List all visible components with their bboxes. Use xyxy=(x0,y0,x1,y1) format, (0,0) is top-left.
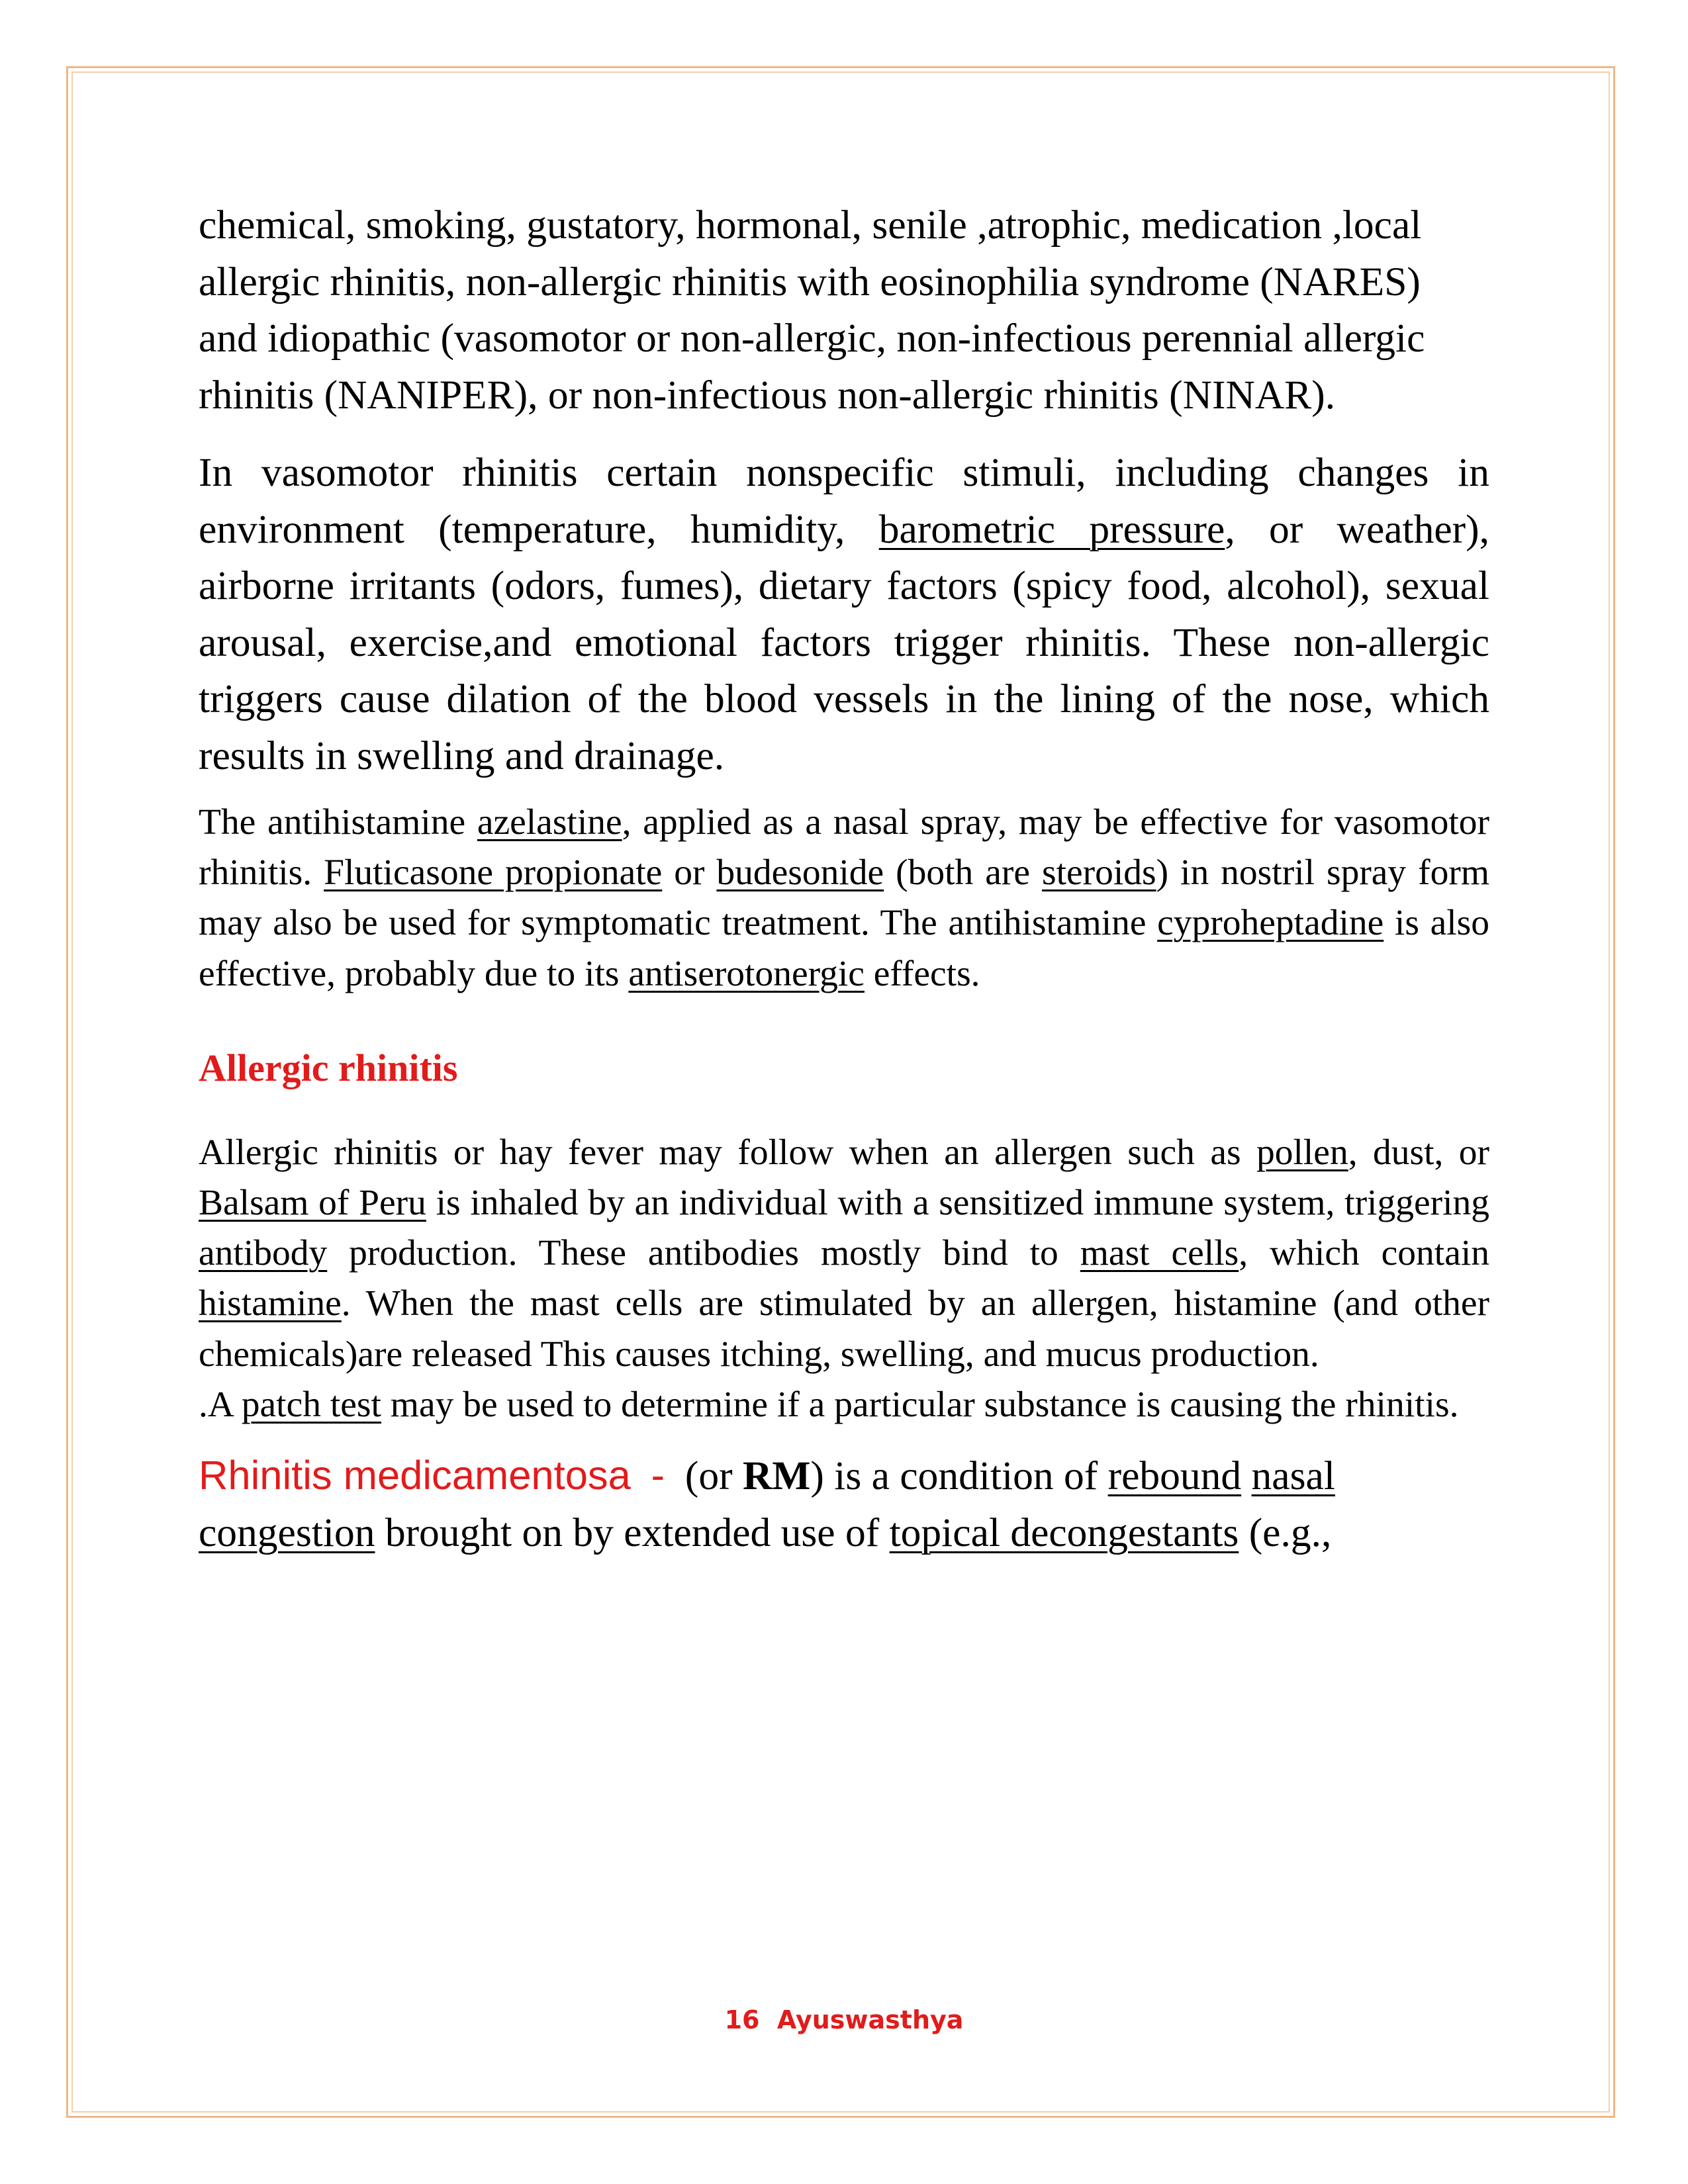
paragraph-text: Allergic rhinitis or hay fever may follow when an allergen such as xyxy=(199,1132,1256,1173)
paragraph-text: In vasomotor rhinitis certain nonspecific stimuli, including changes in environment (temperature, humidity, xyxy=(199,450,1489,552)
paragraph-vasomotor-rhinitis xyxy=(199,445,1489,784)
paragraph-text: , dust, or xyxy=(1348,1132,1489,1173)
link-nasal-congestion[interactable]: nasal congestion xyxy=(199,1453,1335,1555)
link-steroids[interactable]: steroids xyxy=(1041,852,1156,893)
paragraph-text: , applied as a nasal spray, may be effective for vasomotor rhinitis. xyxy=(199,802,1490,893)
paragraph-text: is inhaled by an individual with a sensitized immune system, triggering xyxy=(426,1183,1490,1224)
link-fluticasone-propionate[interactable]: Fluticasone propionate xyxy=(324,852,663,893)
link-topical-decongestants[interactable]: topical decongestants xyxy=(889,1510,1239,1555)
paragraph-text: or xyxy=(662,852,717,893)
link-cyproheptadine[interactable]: cyproheptadine xyxy=(1157,903,1384,944)
link-patch-test[interactable]: patch test xyxy=(241,1384,381,1425)
paragraph-text: may be used to determine if a particular substance is causing the rhinitis. xyxy=(381,1384,1459,1425)
paragraph-text: (both are xyxy=(884,852,1042,893)
paragraph-text: chemical, smoking, gustatory, hormonal, senile ,atrophic, medication ,local allergic rhinitis, non-allergic rhinitis with eosinophilia syndrome (NARES) and idiopathic (vasomotor or non-allergic, non-infectious perennial allergic rhinitis (NANIPER), or non-infectious non-allergic rhinitis (NINAR). xyxy=(199,203,1425,418)
page-number: 16 xyxy=(724,2005,760,2034)
link-histamine[interactable]: histamine xyxy=(199,1283,342,1324)
publication-name: Ayuswasthya xyxy=(776,2005,964,2034)
abbreviation-rm: RM xyxy=(742,1453,811,1499)
heading-allergic-rhinitis: Allergic rhinitis xyxy=(199,1046,458,1089)
paragraph-patch-test xyxy=(199,1380,1489,1430)
link-mast-cells[interactable]: mast cells xyxy=(1080,1233,1239,1274)
paragraph-text: , which contain xyxy=(1239,1233,1490,1274)
paragraph-text: effects. xyxy=(864,953,980,994)
paragraph-text: production. These antibodies mostly bind to xyxy=(327,1233,1080,1274)
link-rebound[interactable]: rebound xyxy=(1107,1453,1242,1499)
link-antiserotonergic[interactable]: antiserotonergic xyxy=(628,953,865,994)
paragraph-text: . When the mast cells are stimulated by an allergen, histamine (and other chemicals)are released This causes itching, swelling, and mucus production. xyxy=(199,1283,1489,1375)
link-pollen[interactable]: pollen xyxy=(1256,1132,1348,1173)
paragraph-text: .A xyxy=(199,1384,242,1425)
paragraph-text: , or weather), airborne irritants (odors, fumes), dietary factors (spicy food, alcohol), sexual arousal, exercise,and emotional factors trigger rhinitis. These non-allergic triggers cause dilation of the blood vessels in the lining of the nose, which results in swelling and drainage. xyxy=(199,506,1490,778)
paragraph-treatment xyxy=(199,797,1489,999)
paragraph-text: is also effective, probably due to its xyxy=(199,903,1490,994)
link-barometric-pressure[interactable]: barometric pressure xyxy=(878,506,1225,552)
link-azelastine[interactable]: azelastine xyxy=(477,802,622,842)
paragraph-text: brought on by extended use of xyxy=(375,1510,890,1555)
paragraph-text: (e.g., xyxy=(1239,1510,1332,1555)
paragraph-text: (or xyxy=(675,1453,743,1499)
link-antibody[interactable]: antibody xyxy=(199,1233,328,1274)
document-body xyxy=(199,197,1489,1561)
page-footer xyxy=(0,2005,1688,2034)
heading-dash: - xyxy=(651,1453,665,1499)
paragraph-text: ) is a condition of xyxy=(810,1453,1108,1499)
paragraph-rhinitis-types xyxy=(199,197,1489,424)
paragraph-rhinitis-medicamentosa xyxy=(199,1447,1489,1561)
paragraph-allergic-rhinitis xyxy=(199,1128,1489,1380)
heading-rhinitis-medicamentosa: Rhinitis medicamentosa xyxy=(199,1453,631,1499)
link-balsam-of-peru[interactable]: Balsam of Peru xyxy=(199,1183,426,1224)
paragraph-text: ) in nostril spray form may also be used for symptomatic treatment. The antihistamine xyxy=(199,852,1490,944)
link-budesonide[interactable]: budesonide xyxy=(716,852,884,893)
paragraph-text: The antihistamine xyxy=(199,802,477,842)
